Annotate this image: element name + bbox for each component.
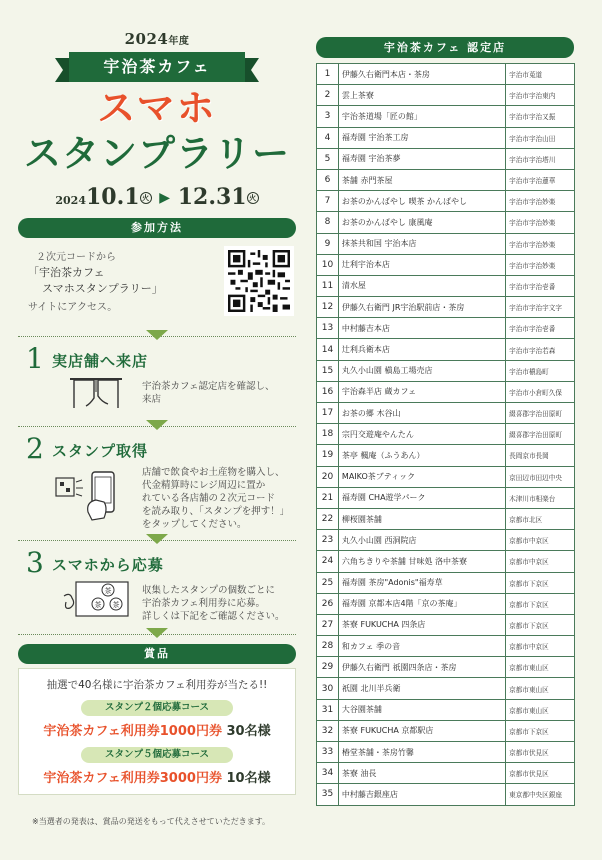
period-year: 2024: [55, 194, 86, 207]
shop-area-cell: 宇治市小倉町久保: [506, 381, 575, 402]
table-row: [317, 127, 575, 148]
shops-title: 宇治茶カフェ 認定店: [316, 37, 574, 58]
phone-scan-icon: [52, 468, 132, 524]
shop-area-cell: 宇治市宇治妙楽: [506, 233, 575, 254]
shop-name-cell: 辻利兵衛本店: [338, 339, 505, 360]
shop-area-cell: 宇治市宇治山田: [506, 127, 575, 148]
table-row: [317, 424, 575, 445]
shop-no-cell: 19: [317, 445, 339, 466]
divider-1: [18, 328, 296, 344]
shop-name-cell: 伊藤久右衛門 JR宇治駅前店・茶房: [338, 297, 505, 318]
period-end: 12.31: [177, 184, 247, 210]
shop-area-cell: 木津川市相楽台: [506, 487, 575, 508]
shop-no-cell: 28: [317, 636, 339, 657]
shop-area-cell: 宇治市莵道: [506, 64, 575, 85]
shop-no-cell: 3: [317, 106, 339, 127]
shop-area-cell: 宇治市宇治若森: [506, 339, 575, 360]
shop-area-cell: 宇治市槇島町: [506, 360, 575, 381]
shop-no-cell: 7: [317, 191, 339, 212]
shop-area-cell: 京都市北区: [506, 508, 575, 529]
shop-no-cell: 8: [317, 212, 339, 233]
shop-name-cell: 茶寮 油長: [338, 763, 505, 784]
shop-name-cell: 大谷園茶舗: [338, 699, 505, 720]
shop-name-cell: 茶寮 FUKUCHA 四条店: [338, 614, 505, 635]
step-1: [18, 344, 296, 416]
end-weekday-badge: 火: [247, 192, 259, 204]
table-row: [317, 657, 575, 678]
shop-name-cell: 丸久小山園 槇島工場売店: [338, 360, 505, 381]
shop-area-cell: 綴喜郡宇治田原町: [506, 424, 575, 445]
shop-no-cell: 30: [317, 678, 339, 699]
svg-text:茶: 茶: [94, 601, 102, 609]
shop-area-cell: 京都市下京区: [506, 614, 575, 635]
nendo-text: 年度: [168, 36, 190, 47]
table-row: [317, 106, 575, 127]
event-period: [18, 184, 296, 210]
course-2-badge: スタンプ５個応募コース: [81, 747, 233, 763]
shop-area-cell: 京田辺市田辺中央: [506, 466, 575, 487]
shop-area-cell: 京都市中京区: [506, 530, 575, 551]
shop-area-cell: 宇治市宇治妙楽: [506, 254, 575, 275]
table-row: [317, 572, 575, 593]
shop-name-cell: 中村藤吉本店: [338, 318, 505, 339]
prize-lead: 抽選で40名様に宇治茶カフェ利用券が当たる!!: [46, 679, 268, 691]
shop-name-cell: 茶舗 赤門茶屋: [338, 169, 505, 190]
shop-name-cell: 福寿園 CHA遊学パーク: [338, 487, 505, 508]
shop-no-cell: 11: [317, 275, 339, 296]
table-row: [317, 254, 575, 275]
step-3-desc: 収集したスタンプの個数ごとに 宇治茶カフェ利用券に応募。 詳しくは下記をご確認ください。: [142, 585, 285, 622]
shop-area-cell: 宇治市宇治蓮華: [506, 169, 575, 190]
shop-area-cell: 京都市東山区: [506, 657, 575, 678]
step-2-title: スタンプ取得: [52, 442, 149, 460]
shop-no-cell: 27: [317, 614, 339, 635]
step-1-title: 実店舗へ来店: [52, 352, 149, 370]
shop-area-cell: 宇治市宇治宇文字: [506, 297, 575, 318]
course-1-prize: 宇治茶カフェ利用券1000円券 30名様: [43, 724, 271, 739]
step-1-number: 1: [26, 342, 44, 375]
right-column: [316, 37, 574, 806]
table-row: [317, 148, 575, 169]
step-3-number: 3: [26, 546, 44, 579]
shop-area-cell: 綴喜郡宇治田原町: [506, 403, 575, 424]
shop-name-cell: MAIKO茶ブティック: [338, 466, 505, 487]
access-line-4: サイトにアクセス。: [28, 302, 118, 313]
shop-no-cell: 20: [317, 466, 339, 487]
shop-name-cell: 伊藤久右衛門本店・茶房: [338, 64, 505, 85]
table-row: [317, 678, 575, 699]
stamp-rally-title: スタンプラリー: [24, 132, 290, 175]
left-column: [18, 30, 296, 795]
shop-name-cell: 丸久小山園 西洞院店: [338, 530, 505, 551]
shop-no-cell: 2: [317, 85, 339, 106]
shop-name-cell: 茶寮 FUKUCHA 京都駅店: [338, 720, 505, 741]
shop-no-cell: 32: [317, 720, 339, 741]
course-2-prize: 宇治茶カフェ利用券3000円券 10名様: [43, 771, 271, 786]
shop-name-cell: 辻利宇治本店: [338, 254, 505, 275]
step-1-desc: 宇治茶カフェ認定店を確認し、 来店: [142, 381, 275, 405]
svg-text:茶: 茶: [112, 601, 120, 609]
table-row: [317, 169, 575, 190]
step-2-desc: 店舗で飲食やお土産物を購入し、 代金精算時にレジ周辺に置か れている各店舗の２次元コード を読み取り、「スタンプを押す！」 をタップしてください。: [142, 467, 290, 530]
shop-area-cell: 宇治市宇治壱番: [506, 275, 575, 296]
shop-no-cell: 1: [317, 64, 339, 85]
shop-no-cell: 29: [317, 657, 339, 678]
step-3-title: スマホから応募: [52, 556, 164, 574]
arrow-down-icon: [146, 420, 168, 430]
howto-section: [18, 218, 296, 326]
table-row: [317, 699, 575, 720]
shop-name-cell: 宇治森半店 蔵カフェ: [338, 381, 505, 402]
year-heading: [18, 30, 296, 48]
shop-no-cell: 34: [317, 763, 339, 784]
step-2-number: 2: [26, 432, 44, 465]
shop-name-cell: 福寿園 茶房"Adonis"福寿草: [338, 572, 505, 593]
shop-name-cell: 雲上茶寮: [338, 85, 505, 106]
shop-name-cell: 福寿園 宇治茶夢: [338, 148, 505, 169]
shop-name-cell: お茶の郷 木谷山: [338, 403, 505, 424]
shop-name-cell: 福寿園 宇治茶工房: [338, 127, 505, 148]
shop-area-cell: 京都市伏見区: [506, 742, 575, 763]
table-row: [317, 318, 575, 339]
table-row: [317, 742, 575, 763]
table-row: [317, 466, 575, 487]
period-start: 10.1: [86, 184, 140, 210]
shop-area-cell: 京都市中京区: [506, 636, 575, 657]
table-row: [317, 636, 575, 657]
shop-name-cell: 椿堂茶舗・茶房竹馨: [338, 742, 505, 763]
shop-area-cell: 宇治市宇治壱番: [506, 318, 575, 339]
table-row: [317, 297, 575, 318]
shop-no-cell: 31: [317, 699, 339, 720]
shop-area-cell: 宇治市宇治妙楽: [506, 191, 575, 212]
shop-name-cell: 茶亭 楓庵（ふうあん）: [338, 445, 505, 466]
course-1-badge: スタンプ２個応募コース: [81, 700, 233, 716]
table-row: [317, 360, 575, 381]
access-instructions: [18, 248, 296, 326]
arrow-down-icon: [146, 534, 168, 544]
shop-no-cell: 6: [317, 169, 339, 190]
shop-name-cell: 宗円交遊庵やんたん: [338, 424, 505, 445]
table-row: [317, 614, 575, 635]
shop-no-cell: 17: [317, 403, 339, 424]
stamp-card-icon: [62, 578, 132, 620]
divider-3: [18, 532, 296, 548]
table-row: [317, 275, 575, 296]
prize-box: [18, 668, 296, 795]
table-row: [317, 212, 575, 233]
shop-no-cell: 18: [317, 424, 339, 445]
svg-text:茶: 茶: [104, 587, 112, 595]
table-row: [317, 551, 575, 572]
shop-name-cell: 和カフェ 季の音: [338, 636, 505, 657]
shop-area-cell: 京都市東山区: [506, 699, 575, 720]
step-3: [18, 548, 296, 624]
smaho-title: スマホ: [97, 86, 217, 130]
shop-area-cell: 宇治市宇治又振: [506, 106, 575, 127]
access-line-3: スマホスタンプラリー」: [42, 282, 163, 295]
shop-table: [316, 63, 575, 806]
shop-area-cell: 東京都中央区銀座: [506, 784, 575, 805]
table-row: [317, 233, 575, 254]
access-line-1: ２次元コードから: [36, 252, 116, 263]
shop-area-cell: 宇治市宇治東内: [506, 85, 575, 106]
shop-no-cell: 25: [317, 572, 339, 593]
table-row: [317, 85, 575, 106]
shop-no-cell: 16: [317, 381, 339, 402]
shop-no-cell: 12: [317, 297, 339, 318]
shop-no-cell: 33: [317, 742, 339, 763]
table-row: [317, 720, 575, 741]
shop-name-cell: 福寿園 京都本店4階「京の茶庵」: [338, 593, 505, 614]
shop-area-cell: 京都市下京区: [506, 720, 575, 741]
divider-2: [18, 418, 296, 434]
shop-area-cell: 京都市中京区: [506, 551, 575, 572]
step-2: [18, 434, 296, 530]
access-line-2: 「宇治茶カフェ: [28, 266, 105, 279]
shop-no-cell: 22: [317, 508, 339, 529]
shop-no-cell: 15: [317, 360, 339, 381]
shop-area-cell: 京都市下京区: [506, 593, 575, 614]
year-text: 2024: [124, 30, 169, 48]
shop-no-cell: 21: [317, 487, 339, 508]
table-row: [317, 381, 575, 402]
cafe-ribbon: 宇治茶カフェ: [69, 52, 245, 82]
arrow-down-icon: [146, 330, 168, 340]
shop-no-cell: 23: [317, 530, 339, 551]
shop-area-cell: 京都市伏見区: [506, 763, 575, 784]
noren-curtain-icon: [68, 376, 124, 412]
table-row: [317, 593, 575, 614]
shop-no-cell: 10: [317, 254, 339, 275]
shop-name-cell: 清水屋: [338, 275, 505, 296]
shop-area-cell: 京都市東山区: [506, 678, 575, 699]
shop-name-cell: 抹茶共和国 宇治本店: [338, 233, 505, 254]
shop-name-cell: 祇園 北川半兵衛: [338, 678, 505, 699]
shop-no-cell: 24: [317, 551, 339, 572]
table-row: [317, 508, 575, 529]
divider-4: [18, 626, 296, 642]
shop-name-cell: 中村藤吉銀座店: [338, 784, 505, 805]
table-row: [317, 191, 575, 212]
shop-name-cell: 宇治茶道場「匠の館」: [338, 106, 505, 127]
shop-area-cell: 長岡京市長岡: [506, 445, 575, 466]
table-row: [317, 784, 575, 805]
shop-name-cell: 柳桜園茶舗: [338, 508, 505, 529]
table-row: [317, 339, 575, 360]
footnote: ※当選者の発表は、賞品の発送をもって代えさせていただきます。: [32, 817, 271, 826]
table-row: [317, 487, 575, 508]
shop-area-cell: 宇治市宇治妙楽: [506, 212, 575, 233]
table-row: [317, 763, 575, 784]
shop-no-cell: 13: [317, 318, 339, 339]
arrow-down-icon: [146, 628, 168, 638]
table-row: [317, 530, 575, 551]
arrow-right-icon: ▶: [159, 190, 171, 206]
start-weekday-badge: 火: [140, 192, 152, 204]
shop-no-cell: 5: [317, 148, 339, 169]
table-row: [317, 64, 575, 85]
qr-code[interactable]: [224, 246, 294, 316]
shop-area-cell: 京都市下京区: [506, 572, 575, 593]
shop-name-cell: お茶のかんばやし 喫茶 かんばやし: [338, 191, 505, 212]
howto-title: 参加方法: [18, 218, 296, 238]
table-row: [317, 445, 575, 466]
shop-name-cell: お茶のかんばやし 康風庵: [338, 212, 505, 233]
prize-title: 賞品: [18, 644, 296, 664]
shop-name-cell: 六角ちきりや茶舗 甘味処 洛中茶寮: [338, 551, 505, 572]
shop-no-cell: 4: [317, 127, 339, 148]
shop-no-cell: 14: [317, 339, 339, 360]
shop-no-cell: 35: [317, 784, 339, 805]
table-row: [317, 403, 575, 424]
shop-no-cell: 9: [317, 233, 339, 254]
shop-no-cell: 26: [317, 593, 339, 614]
shop-area-cell: 宇治市宇治塔川: [506, 148, 575, 169]
qr-code-icon: [228, 250, 290, 312]
shop-name-cell: 伊藤久右衛門 祇園四条店・茶房: [338, 657, 505, 678]
